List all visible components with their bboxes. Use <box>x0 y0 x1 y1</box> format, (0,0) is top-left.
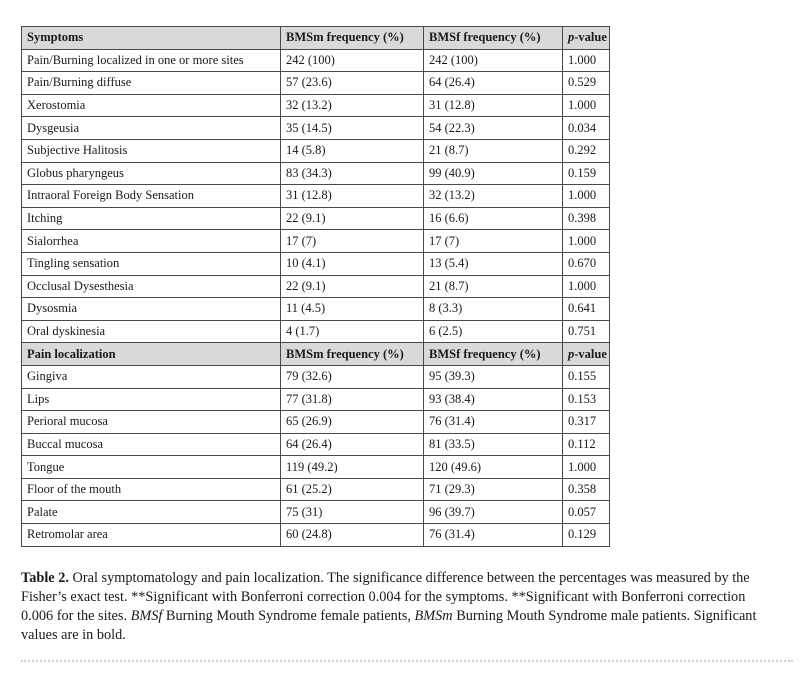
cell-name: Dysosmia <box>22 298 281 321</box>
header-p: p <box>568 346 575 361</box>
cell-pvalue: 0.317 <box>563 411 610 434</box>
cell-bmsm: 4 (1.7) <box>281 320 424 343</box>
caption-bmsm: BMSm <box>414 608 453 624</box>
cell-name: Floor of the mouth <box>22 478 281 501</box>
cell-pvalue: 0.398 <box>563 207 610 230</box>
cell-name: Pain/Burning localized in one or more sites <box>22 49 281 72</box>
cell-bmsm: 10 (4.1) <box>281 252 424 275</box>
caption-text-2: Burning Mouth Syndrome female patients, <box>162 608 415 624</box>
cell-name: Oral dyskinesia <box>22 320 281 343</box>
table-row <box>22 320 610 343</box>
table-row <box>22 524 610 547</box>
caption-label: Table 2. <box>21 570 69 586</box>
table-row <box>22 162 610 185</box>
cell-bmsm: 83 (34.3) <box>281 162 424 185</box>
cell-name: Itching <box>22 207 281 230</box>
table-row <box>22 252 610 275</box>
cell-name: Lips <box>22 388 281 411</box>
cell-bmsf: 95 (39.3) <box>424 365 563 388</box>
cell-pvalue: 0.529 <box>563 72 610 95</box>
cell-bmsf: 17 (7) <box>424 230 563 253</box>
cell-bmsm: 35 (14.5) <box>281 117 424 140</box>
table-row <box>22 365 610 388</box>
cell-bmsm: 60 (24.8) <box>281 524 424 547</box>
cell-bmsf: 8 (3.3) <box>424 298 563 321</box>
symptoms-header-row <box>22 27 610 50</box>
cell-pvalue: 1.000 <box>563 49 610 72</box>
cell-name: Retromolar area <box>22 524 281 547</box>
data-table <box>21 26 610 547</box>
cell-pvalue: 0.057 <box>563 501 610 524</box>
cell-name: Occlusal Dysesthesia <box>22 275 281 298</box>
cell-pvalue: 0.641 <box>563 298 610 321</box>
cell-pvalue: 1.000 <box>563 94 610 117</box>
cell-pvalue: 0.034 <box>563 117 610 140</box>
cell-pvalue: 1.000 <box>563 456 610 479</box>
cell-name: Intraoral Foreign Body Sensation <box>22 185 281 208</box>
cell-bmsm: 17 (7) <box>281 230 424 253</box>
table-row <box>22 230 610 253</box>
cell-name: Perioral mucosa <box>22 411 281 434</box>
cell-bmsf: 31 (12.8) <box>424 94 563 117</box>
cell-bmsf: 13 (5.4) <box>424 252 563 275</box>
header-bmsm: BMSm frequency (%) <box>281 27 424 50</box>
cell-pvalue: 0.155 <box>563 365 610 388</box>
header-p: p <box>568 30 575 45</box>
cell-bmsm: 32 (13.2) <box>281 94 424 117</box>
cell-bmsf: 99 (40.9) <box>424 162 563 185</box>
cell-bmsf: 71 (29.3) <box>424 478 563 501</box>
table-row <box>22 139 610 162</box>
cell-bmsf: 96 (39.7) <box>424 501 563 524</box>
cell-bmsm: 77 (31.8) <box>281 388 424 411</box>
cell-bmsm: 22 (9.1) <box>281 207 424 230</box>
header-value: -value <box>574 346 607 361</box>
cell-bmsm: 31 (12.8) <box>281 185 424 208</box>
cell-bmsm: 75 (31) <box>281 501 424 524</box>
cell-pvalue: 0.153 <box>563 388 610 411</box>
cell-name: Tongue <box>22 456 281 479</box>
cell-bmsm: 22 (9.1) <box>281 275 424 298</box>
cell-name: Subjective Halitosis <box>22 139 281 162</box>
cell-bmsm: 57 (23.6) <box>281 72 424 95</box>
cell-bmsm: 61 (25.2) <box>281 478 424 501</box>
cell-bmsf: 32 (13.2) <box>424 185 563 208</box>
symptoms-body <box>22 49 610 343</box>
cell-bmsm: 11 (4.5) <box>281 298 424 321</box>
cell-bmsf: 21 (8.7) <box>424 139 563 162</box>
caption-bmsf: BMSf <box>130 608 163 624</box>
table-row <box>22 94 610 117</box>
cell-pvalue: 1.000 <box>563 185 610 208</box>
cell-bmsm: 64 (26.4) <box>281 433 424 456</box>
table-row <box>22 388 610 411</box>
cell-pvalue: 0.112 <box>563 433 610 456</box>
header-value: -value <box>574 30 607 45</box>
table-row <box>22 72 610 95</box>
cell-pvalue: 1.000 <box>563 230 610 253</box>
cell-bmsf: 93 (38.4) <box>424 388 563 411</box>
cell-name: Buccal mucosa <box>22 433 281 456</box>
header-bmsm: BMSm frequency (%) <box>281 343 424 366</box>
cell-bmsm: 242 (100) <box>281 49 424 72</box>
cell-bmsm: 65 (26.9) <box>281 411 424 434</box>
table-row <box>22 275 610 298</box>
table-row <box>22 456 610 479</box>
cell-bmsf: 21 (8.7) <box>424 275 563 298</box>
cell-name: Tingling sensation <box>22 252 281 275</box>
pain-header-body <box>22 343 610 366</box>
cell-bmsf: 54 (22.3) <box>424 117 563 140</box>
cell-bmsm: 14 (5.8) <box>281 139 424 162</box>
cell-name: Gingiva <box>22 365 281 388</box>
dotted-divider <box>21 660 793 662</box>
table-row <box>22 185 610 208</box>
cell-name: Globus pharyngeus <box>22 162 281 185</box>
header-bmsf: BMSf frequency (%) <box>424 343 563 366</box>
cell-bmsm: 79 (32.6) <box>281 365 424 388</box>
cell-bmsf: 242 (100) <box>424 49 563 72</box>
header-pvalue <box>563 27 610 50</box>
cell-pvalue: 1.000 <box>563 275 610 298</box>
table-row <box>22 207 610 230</box>
cell-name: Pain/Burning diffuse <box>22 72 281 95</box>
cell-pvalue: 0.159 <box>563 162 610 185</box>
cell-bmsf: 16 (6.6) <box>424 207 563 230</box>
table-row <box>22 298 610 321</box>
pain-header-row <box>22 343 610 366</box>
table-caption <box>21 569 781 645</box>
cell-bmsf: 81 (33.5) <box>424 433 563 456</box>
cell-pvalue: 0.670 <box>563 252 610 275</box>
cell-bmsf: 120 (49.6) <box>424 456 563 479</box>
cell-bmsf: 6 (2.5) <box>424 320 563 343</box>
caption-text-1: Oral symptomatology and pain localization. The significance difference between the percentages was measured by the Fisher’s exact test. **Significant with Bonferroni correction 0.004 for the symptoms. **Significant with Bonferroni correction 0.006 for the sites. <box>21 570 750 624</box>
cell-pvalue: 0.129 <box>563 524 610 547</box>
cell-pvalue: 0.751 <box>563 320 610 343</box>
header-bmsf: BMSf frequency (%) <box>424 27 563 50</box>
cell-bmsm: 119 (49.2) <box>281 456 424 479</box>
table-row <box>22 117 610 140</box>
table-row <box>22 433 610 456</box>
table-row <box>22 49 610 72</box>
cell-pvalue: 0.358 <box>563 478 610 501</box>
cell-name: Xerostomia <box>22 94 281 117</box>
table-row <box>22 478 610 501</box>
cell-name: Sialorrhea <box>22 230 281 253</box>
table-row <box>22 411 610 434</box>
cell-bmsf: 76 (31.4) <box>424 524 563 547</box>
cell-bmsf: 64 (26.4) <box>424 72 563 95</box>
cell-bmsf: 76 (31.4) <box>424 411 563 434</box>
cell-name: Palate <box>22 501 281 524</box>
header-pvalue <box>563 343 610 366</box>
caption-text-3: Burning Mouth Syndrome male patients. Significant values are in bold. <box>21 608 757 643</box>
header-pain-localization: Pain localization <box>22 343 281 366</box>
cell-name: Dysgeusia <box>22 117 281 140</box>
pain-body <box>22 365 610 546</box>
header-symptoms: Symptoms <box>22 27 281 50</box>
table-row <box>22 501 610 524</box>
cell-pvalue: 0.292 <box>563 139 610 162</box>
